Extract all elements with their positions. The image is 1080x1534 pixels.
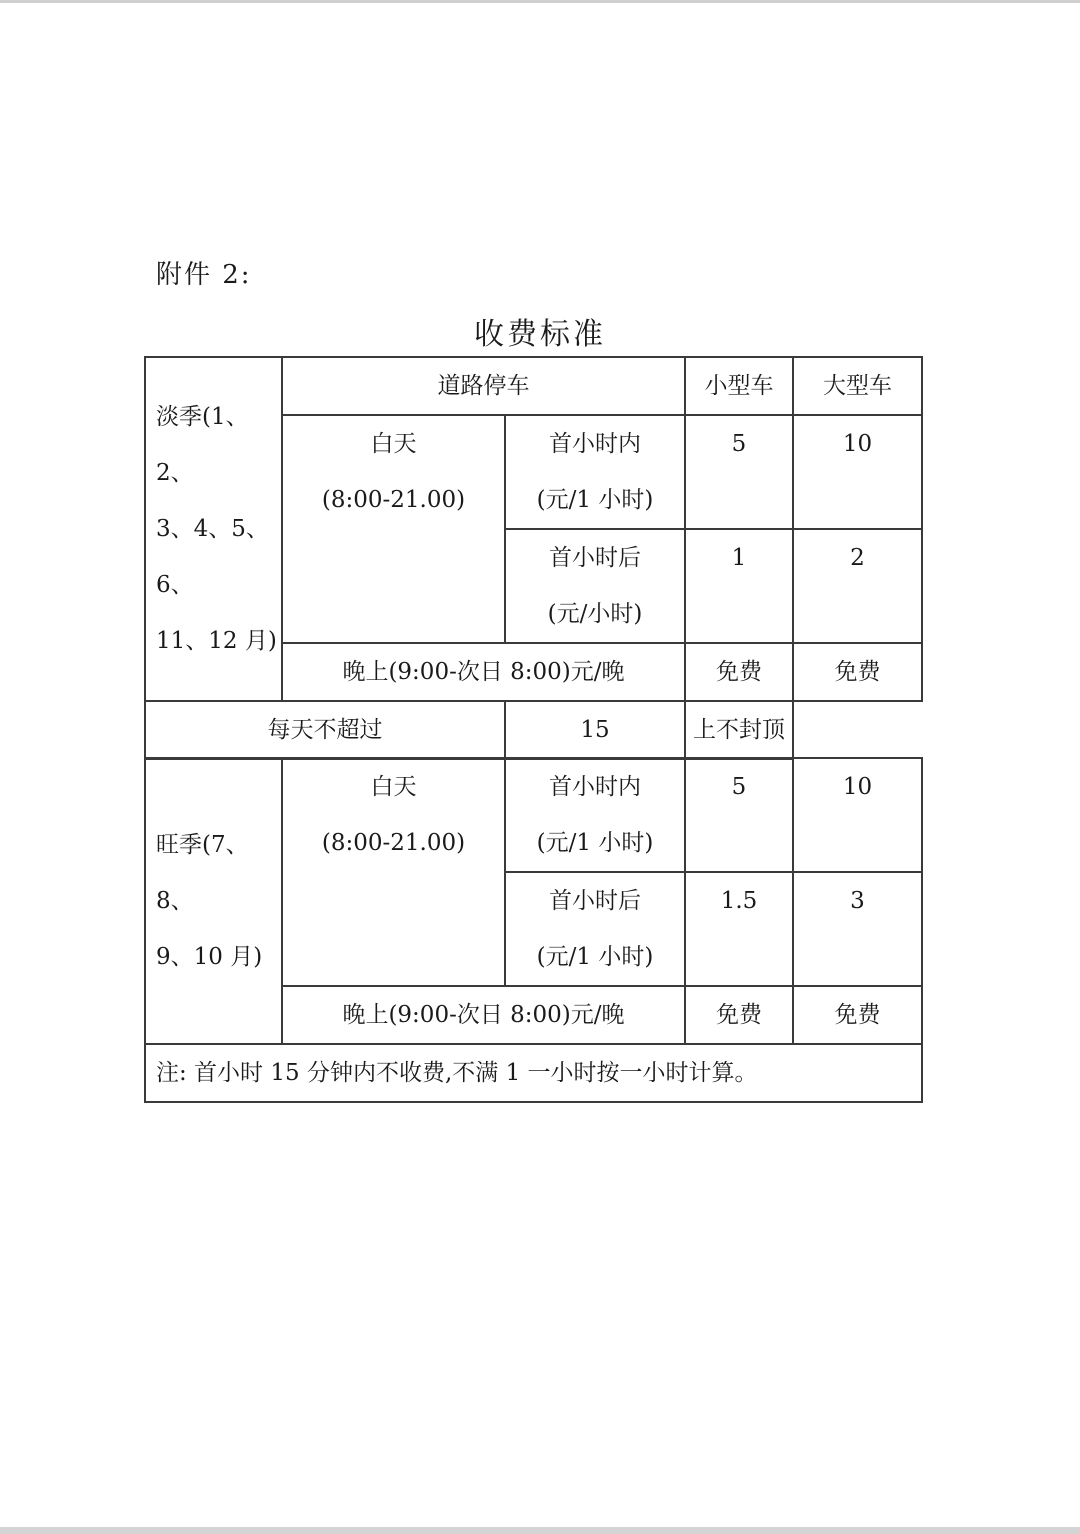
road-parking-header: 道路停车 xyxy=(282,357,685,415)
off-season-label-line: 3、4、5、6、 xyxy=(156,516,269,598)
peak-season-label-line: 9、10 月) xyxy=(156,944,263,970)
off-season-night-large: 免费 xyxy=(793,643,922,701)
daytime-label: 白天 xyxy=(370,774,417,800)
peak-season-night-large: 免费 xyxy=(793,986,922,1044)
peak-season-label-line: 旺季(7、8、 xyxy=(156,832,249,914)
note-row xyxy=(145,1044,922,1102)
peak-season-first-hour xyxy=(505,758,685,872)
off-season-after-first-hour xyxy=(505,529,685,643)
page-bottom-edge xyxy=(0,1527,1080,1534)
first-hour-label: 首小时内 xyxy=(549,431,641,457)
table-note: 注: 首小时 15 分钟内不收费,不满 1 一小时按一小时计算。 xyxy=(145,1044,922,1102)
page-title: 收费标准 xyxy=(474,317,606,352)
peak-season-daytime xyxy=(282,758,505,986)
page-top-edge xyxy=(0,0,1080,3)
peak-season-after-first-hour-large: 3 xyxy=(793,872,922,986)
off-season-first-hour xyxy=(505,415,685,529)
off-season-night-small: 免费 xyxy=(685,643,793,701)
off-season-night: 晚上(9:00-次日 8:00)元/晚 xyxy=(282,643,685,701)
attachment-label: 附件 2: xyxy=(156,260,252,290)
peak-season-after-first-hour xyxy=(505,872,685,986)
peak-season-table xyxy=(144,757,923,1103)
after-first-hour-unit: (元/小时) xyxy=(547,601,643,627)
off-season-label-line: 11、12 月) xyxy=(156,628,277,654)
peak-season-night-small: 免费 xyxy=(685,986,793,1044)
off-season-daytime xyxy=(282,415,505,643)
table-row xyxy=(145,701,922,759)
after-first-hour-unit: (元/1 小时) xyxy=(536,944,654,970)
off-season-after-first-hour-small: 1 xyxy=(685,529,793,643)
daily-cap-small: 15 xyxy=(505,701,685,759)
peak-season-night: 晚上(9:00-次日 8:00)元/晚 xyxy=(282,986,685,1044)
fee-standard-table xyxy=(144,356,923,760)
first-hour-label: 首小时内 xyxy=(549,774,641,800)
small-vehicle-header: 小型车 xyxy=(685,357,793,415)
peak-season-first-hour-large: 10 xyxy=(793,758,922,872)
after-first-hour-label: 首小时后 xyxy=(549,888,641,914)
large-vehicle-header: 大型车 xyxy=(793,357,922,415)
off-season-label xyxy=(145,357,282,701)
daily-cap-large: 上不封顶 xyxy=(685,701,793,759)
peak-season-first-hour-small: 5 xyxy=(685,758,793,872)
off-season-after-first-hour-large: 2 xyxy=(793,529,922,643)
daily-cap-label: 每天不超过 xyxy=(145,701,505,759)
after-first-hour-label: 首小时后 xyxy=(549,545,641,571)
table-header-row xyxy=(145,357,922,415)
peak-season-after-first-hour-small: 1.5 xyxy=(685,872,793,986)
peak-season-label xyxy=(145,758,282,1044)
off-season-label-line: 淡季(1、2、 xyxy=(156,404,249,486)
off-season-first-hour-large: 10 xyxy=(793,415,922,529)
daytime-hours: (8:00-21.00) xyxy=(321,487,466,513)
off-season-first-hour-small: 5 xyxy=(685,415,793,529)
daytime-label: 白天 xyxy=(370,431,417,457)
daytime-hours: (8:00-21.00) xyxy=(321,830,466,856)
first-hour-unit: (元/1 小时) xyxy=(536,830,654,856)
first-hour-unit: (元/1 小时) xyxy=(536,487,654,513)
